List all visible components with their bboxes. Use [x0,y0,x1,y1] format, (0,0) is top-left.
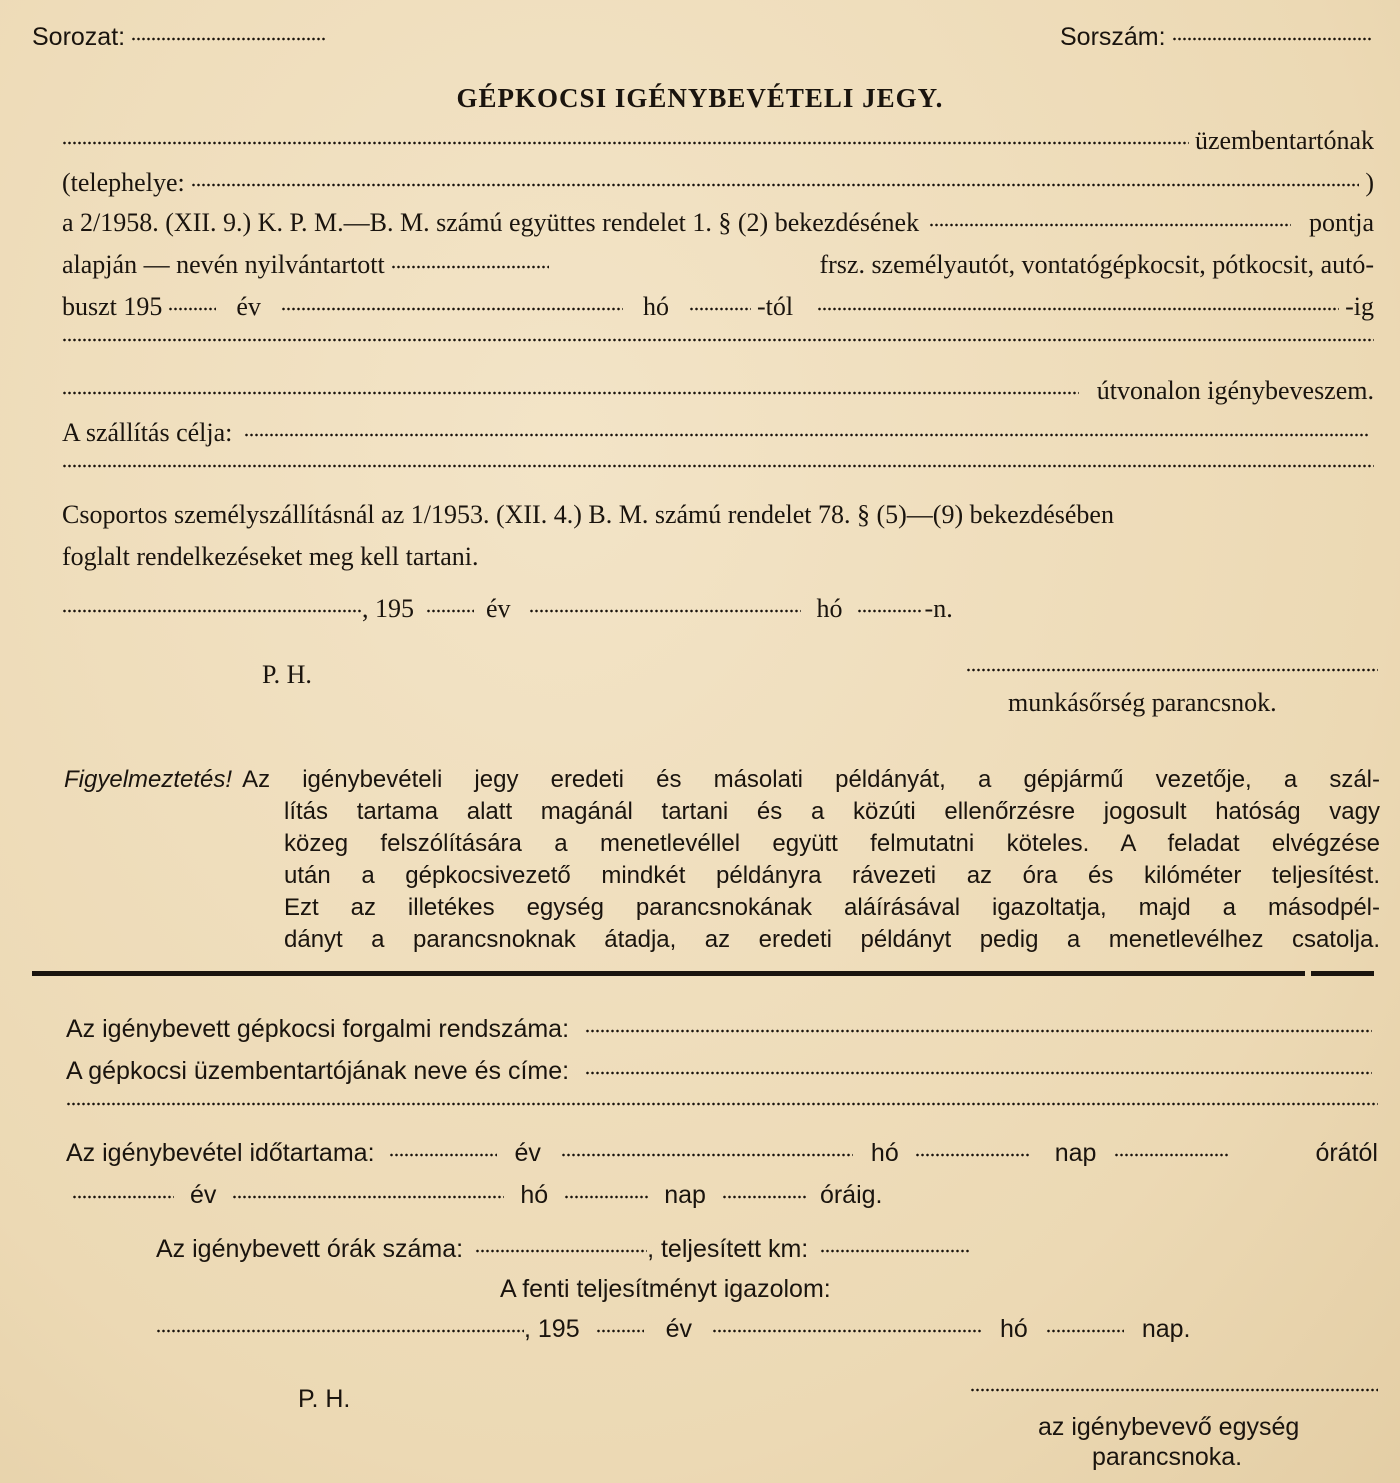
hours-label: Az igénybevett órák száma: [156,1235,464,1263]
warning-line: Az igénybevételi jegy eredeti és másolati példányát, a gépjármű vezetője, a szál- [242,766,1380,793]
owner-dots[interactable] [585,1071,1372,1075]
end-month-label: hó [520,1181,549,1209]
owner-label: A gépkocsi üzembentartójának neve és címe: [66,1057,570,1085]
duration-year-dots[interactable] [389,1153,497,1157]
end-month-dots[interactable] [232,1195,504,1199]
unit-commander-caption-2 [1092,1442,1242,1472]
registered-dots[interactable] [391,265,549,269]
period-until-dots[interactable] [817,307,1339,311]
plate-dots[interactable] [585,1029,1372,1033]
warning-line: Ezt az illetékes egység parancsnokának aláírásával igazoltatja, majd a másodpél- [284,894,1380,921]
owner-dots-2[interactable] [66,1102,1378,1106]
site-dots[interactable] [191,183,1360,187]
duration-end-line [66,1180,882,1210]
section-divider-gap [1305,971,1311,976]
lower-year-label: év [665,1315,693,1343]
purpose-dots-2[interactable] [62,464,1374,468]
lower-month-dots[interactable] [712,1329,982,1333]
warning-line: közeg felszólítására a menetlevéllel együtt felmutatni köteles. A feladat elvégzése [284,830,1380,857]
series-label: Sorozat: [32,23,126,51]
group-transport-text-2: foglalt rendelkezéseket meg kell tartani. [62,542,479,571]
date-month-dots[interactable] [529,609,801,613]
duration-hour-dots[interactable] [1114,1153,1230,1157]
warning-block [64,764,1380,956]
period-line [62,292,1374,322]
serial-field[interactable] [1060,22,1378,52]
period-from-dots[interactable] [689,307,751,311]
lower-stamp-text: P. H. [298,1385,351,1413]
operator-suffix: üzembentartónak [1194,126,1374,155]
bus-prefix: buszt 195 [62,292,163,321]
warning-line: dányt a parancsnoknak átadja, az eredeti példányt pedig a menetlevélhez csatolja. [284,926,1380,953]
unit-commander-dots[interactable] [970,1388,1378,1392]
warning-row-3 [64,828,1380,860]
warning-label: Figyelmeztetés! [64,766,233,793]
date-year-dots[interactable] [426,609,474,613]
purpose-line[interactable] [62,418,1374,448]
route-suffix: útvonalon igénybeveszem. [1096,376,1374,405]
series-field[interactable] [32,22,332,52]
stamp-text: P. H. [262,660,312,689]
hours-dots[interactable] [475,1249,647,1253]
stamp-label [262,660,312,690]
site-prefix: (telephelye: [62,168,185,197]
date-day-dots[interactable] [857,609,923,613]
lower-year-dots[interactable] [596,1329,644,1333]
operator-dots[interactable] [62,141,1189,145]
date-195: , 195 [362,594,414,623]
commander-signature-line[interactable] [966,664,1378,672]
route-dots-1[interactable] [62,338,1374,342]
period-year-dots[interactable] [168,307,216,311]
warning-row-2 [64,796,1380,828]
unit-commander-text-2: parancsnoka. [1092,1443,1243,1471]
unit-commander-signature-line[interactable] [970,1384,1378,1392]
registered-suffix: frsz. személyautót, vontatógépkocsit, pótkocsit, autó- [819,250,1374,279]
end-day-dots[interactable] [564,1195,648,1199]
km-label: , teljesített km: [647,1235,809,1263]
route-line-1[interactable] [62,334,1374,342]
date-place-dots[interactable] [62,609,362,613]
warning-row-6 [64,924,1380,956]
date-year-label: év [486,594,511,623]
end-hour-dots[interactable] [722,1195,806,1199]
purpose-dots[interactable] [244,433,1368,437]
lower-place-dots[interactable] [156,1329,524,1333]
warning-row-5 [64,892,1380,924]
group-transport-text-1: Csoportos személyszállításnál az 1/1953. (XII. 4.) B. M. számú rendelet 78. § (5)—(9) bekezdésében [62,500,1114,529]
lower-date-line [156,1314,1191,1344]
purpose-label: A szállítás célja: [62,418,233,447]
duration-month-dots[interactable] [561,1153,853,1157]
period-year-label: év [236,292,261,321]
duration-line [66,1138,1378,1168]
hours-line [156,1234,970,1264]
lower-day-label: nap. [1141,1315,1191,1343]
decree-line [62,208,1374,238]
duration-from-hour: órától [1315,1139,1378,1167]
plate-label: Az igénybevett gépkocsi forgalmi rendszáma: [66,1015,570,1043]
warning-line: lítás tartama alatt magánál tartani és a közúti ellenőrzésre jogosult hatóság vagy [284,798,1380,825]
plate-line[interactable] [66,1014,1378,1044]
km-dots[interactable] [820,1249,970,1253]
group-transport-line-1 [62,500,1374,530]
lower-day-dots[interactable] [1046,1329,1124,1333]
decree-point-dots[interactable] [929,223,1291,227]
operator-line[interactable] [62,126,1374,156]
owner-line-2[interactable] [66,1098,1378,1106]
duration-month-label: hó [870,1139,899,1167]
end-day-label: nap [664,1181,706,1209]
period-from-label: -tól [756,292,794,321]
period-month-label: hó [642,292,669,321]
route-line-2[interactable] [62,376,1374,406]
duration-year-label: év [514,1139,541,1167]
section-divider [32,971,1374,976]
site-suffix: ) [1365,168,1374,197]
warning-row-4 [64,860,1380,892]
warning-line: után a gépkocsivezető mindkét példányra rávezeti az óra és kilóméter teljesítést. [284,862,1380,889]
series-dots[interactable] [131,37,326,41]
date-line [62,594,1012,624]
document-title: GÉPKOCSI IGÉNYBEVÉTELI JEGY. [456,83,944,113]
certify-line [500,1274,831,1304]
warning-row-1 [64,764,1380,796]
commander-text: munkásőrség parancsnok. [1008,688,1277,717]
decree-suffix: pontja [1309,208,1374,237]
end-to-hour: óráig. [819,1181,883,1209]
lower-month-label: hó [1000,1315,1028,1343]
commander-signature-dots[interactable] [966,668,1378,672]
purpose-line-2[interactable] [62,460,1374,468]
certify-text: A fenti teljesítményt igazolom: [500,1275,831,1303]
registered-prefix: alapján — nevén nyilvántartott [62,250,385,279]
unit-commander-caption-1 [1038,1412,1299,1442]
duration-day-label: nap [1054,1139,1097,1167]
site-line[interactable] [62,168,1374,198]
duration-day-dots[interactable] [915,1153,1031,1157]
period-month-dots[interactable] [281,307,623,311]
group-transport-line-2 [62,542,1374,572]
end-year-label: év [190,1181,217,1209]
serial-label: Sorszám: [1060,23,1166,51]
date-month-label: hó [816,594,843,623]
decree-text: a 2/1958. (XII. 9.) K. P. M.—B. M. számú együttes rendelet 1. § (2) bekezdésének [62,208,920,237]
end-year-dots[interactable] [72,1195,174,1199]
route-dots-2[interactable] [62,391,1079,395]
duration-label: Az igénybevétel időtartama: [66,1139,375,1167]
date-n-label: -n. [924,594,953,623]
owner-line[interactable] [66,1056,1378,1086]
period-until-label: -ig [1345,292,1374,321]
lower-date-195: , 195 [524,1315,580,1343]
lower-stamp [298,1384,350,1414]
serial-dots[interactable] [1172,37,1372,41]
unit-commander-text-1: az igénybevevő egység [1038,1413,1300,1441]
commander-caption [1008,688,1277,718]
registered-line [62,250,1374,280]
